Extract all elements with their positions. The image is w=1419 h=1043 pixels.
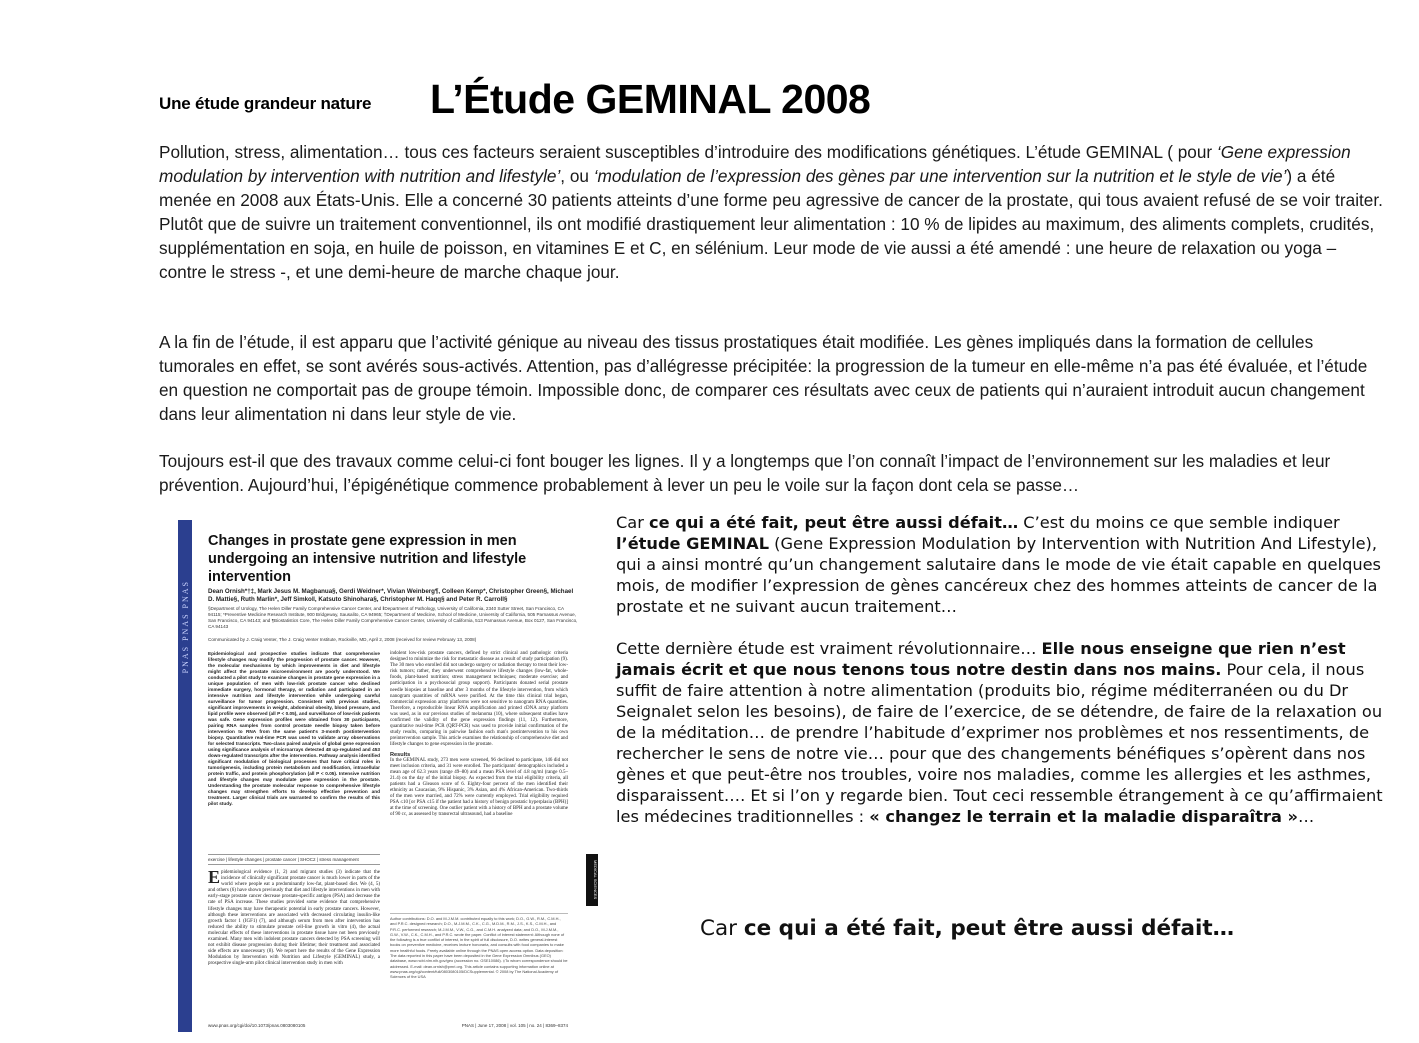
r2-bold-quote: « changez le terrain et la maladie disparaîtra »	[869, 807, 1298, 826]
paper-abstract: Epidemiological and prospective studies indicate that comprehensive lifestyle changes may modify the progression of prostate cancer. However, the molecular mechanisms by which improvements in diet and lifestyle might affect the prostate microenvironment are poorly understood. We conducted a pilot study to examine changes in prostate gene expression in a unique population of men with low-risk prostate cancer who declined immediate surgery, hormonal therapy, or radiation and participated in an intensive nutrition and lifestyle intervention while undergoing careful surveillance for tumor progression. Consistent with previous studies, significant improvements in weight, abdominal obesity, blood pressure, and lipid profile were observed (all P < 0.05), and surveillance of low-risk patients was safe. Gene expression profiles were obtained from 30 participants, pairing RNA samples from control prostate needle biopsy taken before intervention to RNA from the same patient's 3-month postintervention biopsy. Quantitative real-time PCR was used to validate array observations for selected transcripts. Two-class paired analysis of global gene expression using significance analysis of microarrays detected 48 up-regulated and 453 down-regulated transcripts after the intervention. Pathway analysis identified significant modulation of biological processes that have critical roles in tumorigenesis, including protein metabolism and modification, intracellular protein traffic, and protein phosphorylation (all P < 0.05). Intensive nutrition and lifestyle changes may modulate gene expression in the prostate. Understanding the prostate molecular response to comprehensive lifestyle changes may strengthen efforts to develop effective prevention and treatment. Larger clinical trials are warranted to confirm the results of this pilot study.	[208, 651, 380, 806]
paper-intro	[208, 867, 380, 968]
pnas-paper-image	[178, 520, 598, 1035]
pnas-spine	[178, 520, 192, 1032]
p1-text-b: , ou	[560, 166, 594, 186]
page-title: L’Étude GEMINAL 2008	[430, 76, 871, 122]
paper-right-text: indolent low-risk prostate cancers, defined by strict clinical and pathologic criteria designed to minimize the risk for metastatic disease as a result of study participation (9). The 30 men who enrolled did not undergo surgery or radiation therapy to treat their low-risk tumors; rather, they underwent comprehensive lifestyle changes (low-fat, whole-foods, plant-based nutrition; stress management techniques; moderate exercise; and participation in a psychosocial group support). Participants donated serial prostate needle biopsies at baseline and after 3 months of the lifestyle intervention, from which nanogram quantities of mRNA were purified. At the time this clinical trial began, commercial expression array platforms were not sensitive to nanogram RNA quantities. Therefore, a reproducible linear RNA amplification and printed cDNA array platform was used, as in our previous studies of melanoma (10), where subsequent studies have confirmed the validity of the gene expression findings (11, 12). Furthermore, quantitative real-time PCR (QRT-PCR) was used to provide initial confirmation of the study results, comparing in pairwise fashion each man's postintervention to his own preintervention sample. This article examines the relationship of comprehensive diet and lifestyle changes to gene expression in the prostate.	[390, 651, 568, 748]
paper-results-text: In the GEMINAL study, 273 men were screened, 96 declined to participate, 146 did not meet inclusion criteria, and 31 were enrolled. The participants' demographics included a mean age of 62.3 years (range 49–80) and a mean PSA level of 4.8 ng/ml (range 0.5–21.4) on the day of the initial biopsy. As expected from the trial eligibility criteria, all patients had a Gleason score of 6. Eighty-four percent of the men identified their ethnicity as Caucasian, 9% Hispanic, 3% Asian, and 4% African-American. Two-thirds of the men were married, and 72% were currently employed. Trial eligibility required PSA ≤10 [or PSA ≤15 if the patient had a history of benign prostatic hyperplasia (BPH)] at the time of screening. One outlier patient with a history of BPH and a prostate volume of 90 cc, as assessed by transrectal ultrasound, had a baseline	[390, 757, 568, 818]
paper-footer-doi: www.pnas.org/cgi/doi/10.1073/pnas.0803080105	[208, 1023, 306, 1028]
r2-bold-lesson: Elle nous enseigne que rien n’est jamais écrit et que nous tenons tous notre destin dans nos mains.	[616, 639, 1346, 679]
paper-right-column	[390, 651, 568, 819]
closing-bold: ce qui a été fait, peut être aussi défait…	[743, 916, 1235, 941]
medical-sciences-tab: MEDICAL SCIENCES	[586, 854, 598, 906]
paper-results-heading: Results	[390, 751, 411, 758]
r1-bold-geminal: l’étude GEMINAL	[616, 534, 770, 553]
r1-text-c: C’est du moins ce que semble indiquer	[1018, 513, 1340, 532]
p1-text-a: Pollution, stress, alimentation… tous ces facteurs seraient susceptibles d’introduire des modifications génétiques. L’étude GEMINAL ( pour	[159, 142, 1217, 162]
r1-bold-phrase: ce qui a été fait, peut être aussi défait…	[649, 513, 1019, 532]
r2-text-e: …	[1297, 807, 1315, 826]
paper-keywords: exercise | lifestyle changes | prostate cancer | SHOC2 | stress management	[208, 854, 380, 865]
closing-line	[700, 916, 1234, 941]
p1-text-c: ) a été menée en 2008 aux États-Unis. Elle a concerné 30 patients atteints d’une forme peu agressive de cancer de la prostate, qui tous avaient refusé de se voir traiter. Plutôt que de suivre un traitement conventionnel, ils ont modifié drastiquement leur alimentation : 10 % de lipides au maximum, des aliments complets, crudités, supplémentation en soja, en huile de poisson, en vitamines E et C, en sélénium. Leur mode de vie aussi a été amendé : une heure de relaxation ou yoga – contre le stress -, et une demi-heure de marche chaque jour.	[159, 166, 1383, 282]
paper-footnotes: Author contributions: D.O. and M.J.M.M. contributed equally to this work; D.O., G.W., R.M., C.M.H., and P.R.C. designed research; D.O., M.J.M.M., C.K., C.G., M.D.M., R.M., J.S., K.S., C.M.H., and P.R.C. performed research; M.J.M.M., V.W., C.G., and C.M.H. analyzed data; and D.O., M.J.M.M., G.W., V.W., C.K., C.M.H., and P.R.C. wrote the paper. Conflict of interest statement: Although none of the following is a true conflict of interest, in the spirit of full disclosure, D.O. writes general-interest books on preventive medicine, receives lecture honoraria, and consults with food companies to make more healthful foods. Freely available online through the PNAS open access option. Data deposition: The data reported in this paper have been deposited in the Gene Expression Omnibus (GEO) database, www.ncbi.nlm.nih.gov/geo (accession no. GSE10086). ‡To whom correspondence should be addressed. E-mail: dean.ornish@pmri.org. This article contains supporting information online at www.pnas.org/cgi/content/full/0803080105/DCSupplemental. © 2008 by The National Academy of Sciences of the USA	[390, 913, 568, 980]
paper-authors: Dean Ornish*†‡, Mark Jesus M. Magbanua§, Gerdi Weidner*, Vivian Weinberg¶, Colleen Kemp*, Christopher Green§, Michael D. Mattie§, Ruth Marlin*, Jeff Simko‖, Katsuto Shinohara§, Christopher M. Haqq§ and Peter R. Carroll§	[208, 588, 574, 603]
pnas-spine-text: PNAS PNAS PNAS	[181, 580, 190, 674]
closing-text-a: Car	[700, 916, 744, 941]
paper-intro-text: pidemiological evidence (1, 2) and migrant studies (3) indicate that the incidence of clinically significant prostate cancer is much lower in parts of the world where people eat a predominantly low-fat, plant-based diet. We (4, 5) and others (6) have shown previously that diet and lifestyle interventions in men with early-stage prostate cancer decrease prostate-specific antigen (PSA) and decrease the rate of PSA increase. These studies provided some evidence that comprehensive lifestyle changes may have therapeutic potential in early prostate cancers. However, although these interventions are associated with decreased circulating insulin-like growth factor 1 (IGF1) (7), and although serum from men after intervention has reduced the ability to stimulate prostate cell-line growth in vitro (4), the actual molecular effects of these interventions in prostate tissue have not been previously examined. Many men with indolent prostate cancers detected by PSA screening will not exhibit disease progression during their lifetime; their treatment and associated side effects are unnecessary (8). We report here the results of the Gene Expression Modulation by Intervention with Nutrition and Lifestyle (GEMINAL) study, a prospective single-arm pilot clinical intervention study in men with	[208, 870, 380, 967]
paper-title: Changes in prostate gene expression in men undergoing an intensive nutrition and lifestyle intervention	[208, 533, 527, 585]
p1-italic-french: ‘modulation de l’expression des gènes par une intervention sur la nutrition et le style de vie’	[593, 166, 1287, 186]
r1-text-e: (Gene Expression Modulation by Intervention with Nutrition And Lifestyle), qui a ainsi montré qu’un changement salutaire dans le mode de vie était capable en quelques mois, de modifier l’expression de gènes cancéreux chez des hommes atteints de cancer de la prostate et ne suivant aucun traitement…	[616, 534, 1381, 616]
intro-paragraph-3: Toujours est-il que des travaux comme celui-ci font bouger les lignes. Il y a longtemps que l’on connaît l’impact de l’environnement sur les maladies et leur prévention. Aujourd’hui, l’épigénétique commence probablement à lever un peu le voile sur la façon dont cela se passe…	[159, 451, 1331, 495]
r2-text-c: Pour cela, il nous suffit de faire attention à notre alimentation (produits bio, régime méditerranéen ou du Dr Seignalet selon les besoins), de faire de l’exercice, de se détendre, de faire de la relaxation ou de la méditation… de prendre l’habitude d’exprimer nos problèmes et nos ressentiments, de rechercher le sens de notre vie… pour que des changements bénéfiques s’opèrent dans nos gènes et que peut-être nos troubles, voire nos maladies, comme les allergies et les asthmes, disparaissent…. Et si l’on y regarde bien. Tout ceci ressemble étrangement à ce qu’affirmaient les médecines traditionnelles :	[616, 660, 1383, 826]
paper-dropcap: E	[208, 867, 221, 887]
right-paragraph-2	[616, 638, 1406, 827]
r2-text-a: Cette dernière étude est vraiment révolutionnaire…	[616, 639, 1042, 658]
paper-affiliations: §Department of Urology, The Helen Diller Family Comprehensive Cancer Center, and ‖Department of Pathology, University of California, 2340 Sutter Street, San Francisco, CA 94115; *Preventive Medicine Research Institute, 900 Bridgeway, Sausalito, CA 94965; †Department of Medicine, School of Medicine, University of California, 505 Parnassus Avenue, San Francisco, CA 94143; and ¶Biostatistics Core, The Helen Diller Family Comprehensive Cancer Center, University of California, 513 Parnassus Avenue, Box 0127, San Francisco, CA 94143	[208, 606, 578, 629]
right-paragraph-1	[616, 512, 1406, 617]
section-kicker: Une étude grandeur nature	[159, 94, 372, 113]
intro-paragraph-2: A la fin de l’étude, il est apparu que l’activité génique au niveau des tissus prostatiques était modifiée. Les gènes impliqués dans la formation de cellules tumorales en effet, se sont avérés sous-activés. Attention, pas d’allégresse précipitée: la progression de la tumeur en elle-même n’a pas été évaluée, et l’étude en question ne comportait pas de groupe témoin. Impossible donc, de comparer ces résultats avec ceux de patients qui n’auraient introduit aucun changement dans leur alimentation ni dans leur style de vie.	[159, 332, 1368, 424]
paper-footer-citation: PNAS | June 17, 2008 | vol. 105 | no. 24 | 8369–8374	[461, 1023, 568, 1028]
paper-communicated: Communicated by J. Craig Venter, The J. Craig Venter Institute, Rockville, MD, April 2, 2008 (received for review February 13, 2008)	[208, 637, 477, 642]
r1-text-a: Car	[616, 513, 650, 532]
p1-italic-english: ‘Gene expression modulation by intervention with nutrition and lifestyle’	[159, 142, 1351, 186]
intro-paragraph-1	[159, 140, 1385, 284]
